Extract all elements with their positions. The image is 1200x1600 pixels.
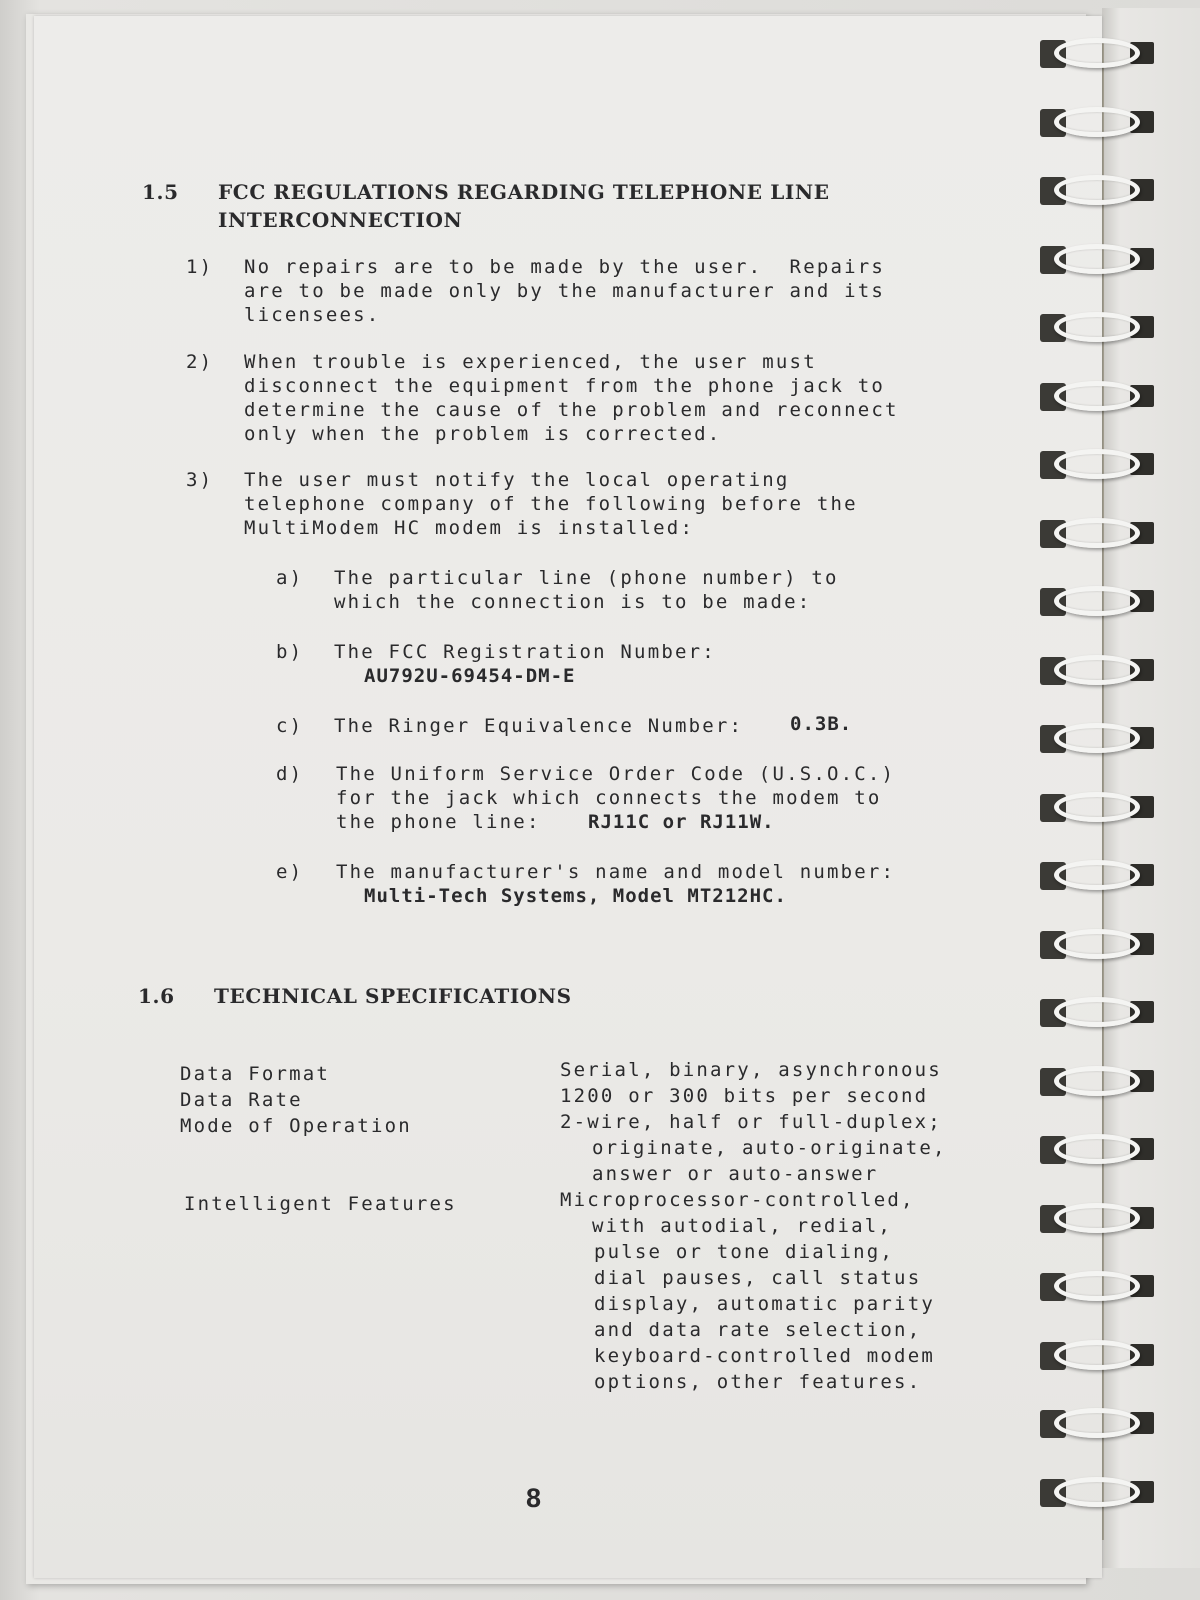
binding-coil	[1054, 1477, 1140, 1507]
binding-coil	[1054, 244, 1140, 274]
spec-value: options, other features.	[594, 1371, 922, 1393]
sublist-item-line: The manufacturer's name and model number:	[336, 861, 896, 883]
spec-value: and data rate selection,	[594, 1319, 922, 1341]
binding-coil	[1054, 175, 1140, 205]
spec-value: originate, auto-originate,	[592, 1137, 947, 1159]
binding-coil	[1054, 792, 1140, 822]
sublist-item-line: The Uniform Service Order Code (U.S.O.C.)	[336, 763, 896, 785]
list-marker: 2)	[186, 351, 214, 373]
binding-coil	[1054, 449, 1140, 479]
binding-coil	[1054, 518, 1140, 548]
list-item-line: When trouble is experienced, the user must	[244, 351, 817, 373]
section-title: TECHNICAL SPECIFICATIONS	[214, 984, 572, 1008]
sublist-marker: c)	[276, 715, 304, 737]
sublist-marker: d)	[276, 763, 304, 785]
spec-value: Serial, binary, asynchronous	[560, 1059, 942, 1081]
binding-coil	[1054, 860, 1140, 890]
sublist-item-line: which the connection is to be made:	[334, 591, 812, 613]
list-item-line: disconnect the equipment from the phone jack to	[244, 375, 886, 397]
binding-coil	[1054, 381, 1140, 411]
spec-label: Data Rate	[180, 1089, 303, 1111]
section-title: FCC REGULATIONS REGARDING TELEPHONE LINE	[218, 180, 830, 204]
list-item-line: are to be made only by the manufacturer and its	[244, 280, 886, 302]
binding-coil	[1054, 1134, 1140, 1164]
spec-value: answer or auto-answer	[592, 1163, 879, 1185]
sublist-item-line: The Ringer Equivalence Number:	[334, 715, 744, 737]
sublist-item-line: The particular line (phone number) to	[334, 567, 839, 589]
sublist-marker: a)	[276, 567, 304, 589]
page-number: 8	[526, 1483, 542, 1513]
binding-coil	[1054, 997, 1140, 1027]
binding-coil	[1054, 586, 1140, 616]
binding-coil	[1054, 1340, 1140, 1370]
spec-value: with autodial, redial,	[592, 1215, 893, 1237]
spec-value: keyboard-controlled modem	[594, 1345, 935, 1367]
list-item-line: The user must notify the local operating	[244, 469, 790, 491]
ringer-equivalence-number: 0.3B.	[790, 713, 853, 735]
list-item-line: No repairs are to be made by the user. Repairs	[244, 256, 886, 278]
binding-coil	[1054, 1066, 1140, 1096]
spec-value: Microprocessor-controlled,	[560, 1189, 915, 1211]
usoc-code: RJ11C or RJ11W.	[588, 811, 775, 833]
sublist-item-line: the phone line:	[336, 811, 541, 833]
list-marker: 3)	[186, 469, 214, 491]
list-item-line: MultiModem HC modem is installed:	[244, 517, 695, 539]
facing-page-edge	[1102, 8, 1200, 1568]
manufacturer-model: Multi-Tech Systems, Model MT212HC.	[364, 885, 787, 907]
spec-value: pulse or tone dialing,	[594, 1241, 895, 1263]
spec-label: Data Format	[180, 1063, 331, 1085]
binding-coil	[1054, 655, 1140, 685]
binding-coil	[1054, 38, 1140, 68]
binding-coil	[1054, 929, 1140, 959]
binding-coil	[1054, 312, 1140, 342]
spec-value: dial pauses, call status	[594, 1267, 922, 1289]
sublist-marker: b)	[276, 641, 304, 663]
sublist-item-line: The FCC Registration Number:	[334, 641, 716, 663]
sublist-item-line: for the jack which connects the modem to	[336, 787, 882, 809]
spec-value: 1200 or 300 bits per second	[560, 1085, 929, 1107]
list-item-line: licensees.	[244, 304, 381, 326]
section-number: 1.5	[142, 180, 179, 204]
list-marker: 1)	[186, 256, 214, 278]
spec-value: 2-wire, half or full-duplex;	[560, 1111, 942, 1133]
binding-coil	[1054, 1203, 1140, 1233]
binding-coil	[1054, 723, 1140, 753]
binding-coil	[1054, 1271, 1140, 1301]
section-number: 1.6	[138, 984, 175, 1008]
list-item-line: telephone company of the following before the	[244, 493, 858, 515]
section-title-continued: INTERCONNECTION	[218, 208, 463, 232]
spec-label: Intelligent Features	[184, 1193, 457, 1215]
binding-coil	[1054, 1408, 1140, 1438]
list-item-line: determine the cause of the problem and reconnect	[244, 399, 899, 421]
spec-value: display, automatic parity	[594, 1293, 935, 1315]
fcc-registration-number: AU792U-69454-DM-E	[364, 665, 576, 687]
binding-coil	[1054, 107, 1140, 137]
spec-label: Mode of Operation	[180, 1115, 412, 1137]
list-item-line: only when the problem is corrected.	[244, 423, 722, 445]
sublist-marker: e)	[276, 861, 304, 883]
